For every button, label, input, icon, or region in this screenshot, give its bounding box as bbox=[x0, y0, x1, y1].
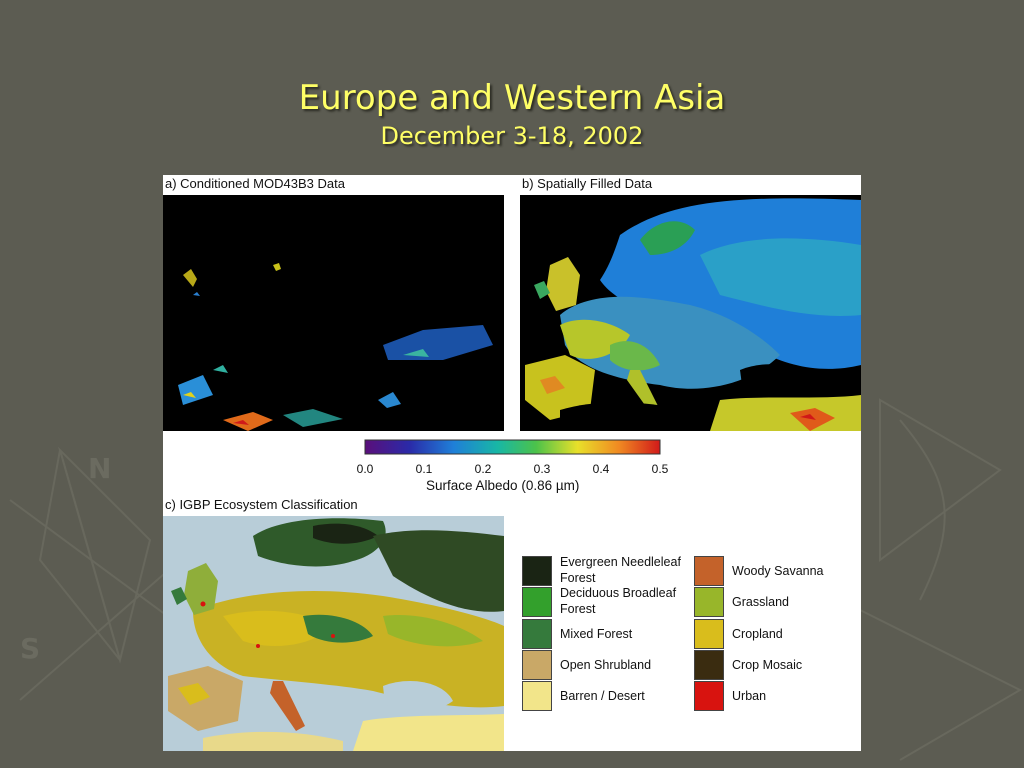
legend-swatch bbox=[694, 650, 724, 680]
colorbar-tick-label: 0.2 bbox=[474, 462, 492, 476]
legend-label-line: Forest bbox=[560, 571, 596, 585]
colorbar-tick-label: 0.1 bbox=[415, 462, 433, 476]
panel-c-label: c) IGBP Ecosystem Classification bbox=[165, 497, 358, 512]
legend-label bbox=[732, 563, 824, 579]
legend-label-line: Barren / Desert bbox=[560, 689, 645, 703]
panel-b-label: b) Spatially Filled Data bbox=[522, 176, 653, 191]
legend-label bbox=[732, 594, 789, 610]
legend-label-line: Crop Mosaic bbox=[732, 658, 803, 672]
legend-label-line: Mixed Forest bbox=[560, 627, 633, 641]
panel-a-label: a) Conditioned MOD43B3 Data bbox=[165, 176, 345, 191]
legend-label-line: Forest bbox=[560, 602, 596, 616]
svg-text:S: S bbox=[20, 632, 41, 665]
legend-swatch bbox=[522, 650, 552, 680]
legend-label-line: Open Shrubland bbox=[560, 658, 652, 672]
legend-label bbox=[732, 626, 783, 642]
colorbar-tick-label: 0.4 bbox=[592, 462, 610, 476]
figure-panel bbox=[163, 175, 861, 751]
slide-subtitle: December 3-18, 2002 bbox=[380, 122, 644, 150]
legend-label-line: Cropland bbox=[732, 627, 783, 641]
svg-text:N: N bbox=[88, 452, 112, 485]
legend-swatch bbox=[522, 587, 552, 617]
legend-label bbox=[560, 554, 681, 586]
panel-a-map bbox=[163, 195, 504, 431]
panel-c-map bbox=[163, 516, 504, 751]
legend-label-line: Urban bbox=[732, 689, 767, 703]
colorbar-tick-label: 0.0 bbox=[356, 462, 374, 476]
legend-swatch bbox=[694, 681, 724, 711]
legend-label-line: Deciduous Broadleaf bbox=[560, 586, 677, 600]
legend-label bbox=[560, 657, 651, 673]
colorbar-gradient bbox=[365, 440, 660, 454]
colorbar-tick-label: 0.5 bbox=[651, 462, 669, 476]
legend-swatch bbox=[522, 556, 552, 586]
legend-label bbox=[560, 688, 645, 704]
legend-swatch bbox=[694, 619, 724, 649]
legend-label bbox=[560, 626, 632, 642]
slide-title: Europe and Western Asia bbox=[298, 78, 726, 118]
legend-label-line: Grassland bbox=[732, 595, 789, 609]
colorbar-tick-label: 0.3 bbox=[533, 462, 551, 476]
panel-b-map bbox=[520, 195, 861, 431]
legend-label-line: Evergreen Needleleaf bbox=[560, 555, 681, 569]
legend-label-line: Woody Savanna bbox=[732, 564, 824, 578]
legend-swatch bbox=[694, 587, 724, 617]
legend-swatch bbox=[522, 619, 552, 649]
legend-label bbox=[560, 585, 676, 617]
colorbar-label: Surface Albedo (0.86 µm) bbox=[426, 478, 580, 493]
legend-label bbox=[732, 657, 802, 673]
legend-swatch bbox=[522, 681, 552, 711]
legend-label bbox=[732, 688, 766, 704]
legend-swatch bbox=[694, 556, 724, 586]
